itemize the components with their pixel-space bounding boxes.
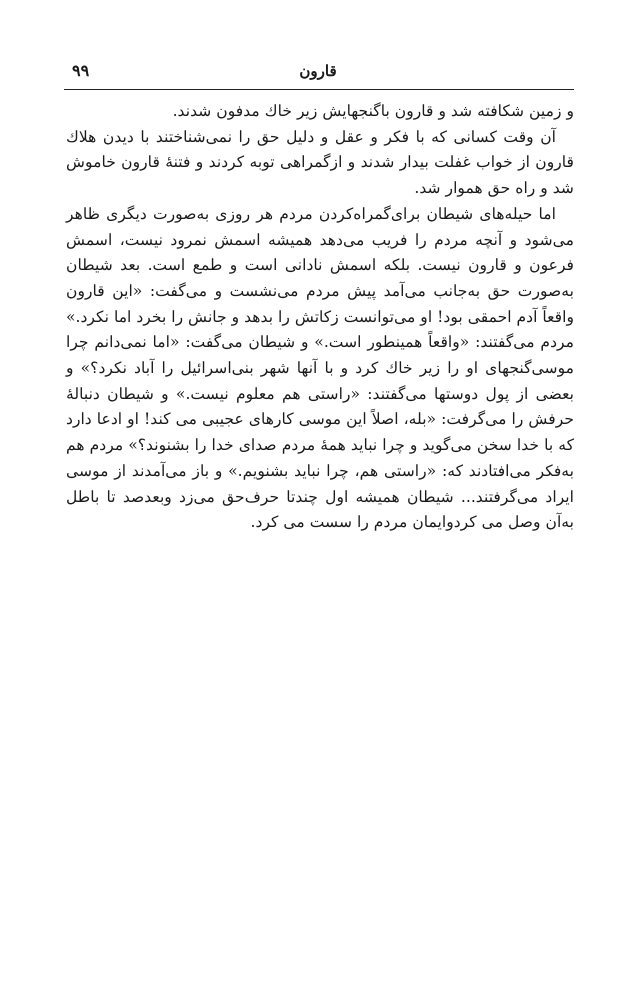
page-number: ۹۹ [72, 61, 90, 80]
header-rule [64, 89, 574, 90]
body-text [66, 99, 574, 536]
paragraph-1: و زمین شکافته شد و قارون باگنجهایش زیر خاك مدفون شدند. [172, 102, 574, 120]
running-head [64, 58, 572, 88]
paragraph-2: آن وقت کسانی که با فکر و عقل و دلیل حق را نمی‌شناختند با دیدن هلاك قارون از خواب غفلت بیدار شدند و ازگمراهی توبه کردند و فتنهٔ قارون خاموش شد و راه حق هموار شد. [66, 127, 574, 198]
chapter-title: قارون [299, 62, 337, 80]
paragraph-3: اما حیله‌های شیطان برای‌گمراه‌کردن مردم هر روزی به‌صورت دیگری ظاهر می‌شود و آنچه مردم را فریب می‌دهد همیشه اسمش نمرود نیست، اسمش فرعون و قارون نیست. بلکه اسمش نادانی است و طمع است. بعد شیطان به‌صورت حق به‌جانب می‌آمد پیش مردم می‌نشست و می‌گفت: «این قارون واقعاً آدم احمقی بود! او می‌توانست زکاتش را بدهد و جانش را بخرد اما نکرد.» مردم می‌گفتند: «واقعاً همینطور است.» و شیطان می‌گفت: «اما نمی‌دانم چرا موسی‌گنجهای او را زیر خاك کرد و با آنها شهر بنی‌اسرائیل را آباد نکرد؟» و بعضی از پول دوستها می‌گفتند: «راستی هم معلوم نیست.» و شیطان دنبالهٔ حرفش را می‌گرفت: «بله، اصلاً این موسی کارهای عجیبی می کند! او ادعا دارد که با خدا سخن می‌گوید و چرا نباید همهٔ مردم صدای خدا را بشنوند؟» مردم هم به‌فکر می‌افتادند که: «راستی هم، چرا نباید بشنویم.» و باز می‌آمدند از موسی ایراد می‌گرفتند... شیطان همیشه اول چندتا حرف‌حق می‌زد وبعدصد تا باطل به‌آن وصل می کردوایمان مردم را سست می کرد. [65, 204, 574, 532]
